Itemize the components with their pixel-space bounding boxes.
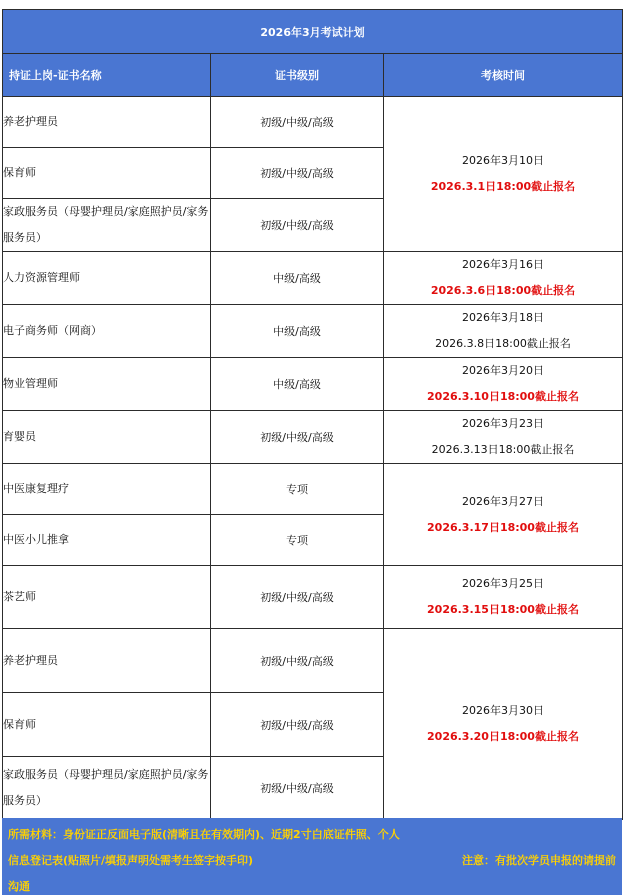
exam-date: 2026年3月20日 — [462, 364, 544, 377]
cert-name: 育婴员 — [3, 411, 211, 464]
exam-time-cell — [384, 97, 623, 252]
deadline-text: 2026.3.6日18:00截止报名 — [430, 284, 576, 297]
exam-date: 2026年3月25日 — [462, 577, 544, 590]
table-row — [3, 252, 623, 305]
table-row — [3, 464, 623, 515]
materials-line-2: 信息登记表(贴照片/填报声明处需考生签字按手印) — [8, 854, 254, 867]
cert-name: 养老护理员 — [3, 629, 211, 693]
cert-level: 中级/高级 — [211, 305, 384, 358]
table-row — [3, 97, 623, 148]
exam-date: 2026年3月23日 — [462, 417, 544, 430]
table-row — [3, 566, 623, 629]
title-row — [3, 10, 623, 54]
cert-level: 中级/高级 — [211, 358, 384, 411]
col-header-name: 持证上岗-证书名称 — [3, 54, 211, 97]
exam-date: 2026年3月18日 — [462, 311, 544, 324]
cert-level: 专项 — [211, 515, 384, 566]
col-header-time: 考核时间 — [384, 54, 623, 97]
col-header-level: 证书级别 — [211, 54, 384, 97]
cert-level: 初级/中级/高级 — [211, 757, 384, 820]
deadline-text: 2026.3.10日18:00截止报名 — [427, 390, 579, 403]
deadline-text: 2026.3.17日18:00截止报名 — [427, 520, 579, 534]
exam-time-cell — [384, 629, 623, 820]
exam-plan-table — [2, 9, 623, 820]
cert-name: 物业管理师 — [3, 358, 211, 411]
cert-name: 中医小儿推拿 — [3, 515, 211, 566]
cert-level: 初级/中级/高级 — [211, 148, 384, 199]
deadline-text: 2026.3.8日18:00截止报名 — [435, 337, 571, 350]
cert-level: 初级/中级/高级 — [211, 97, 384, 148]
deadline-text: 2026.3.13日18:00截止报名 — [431, 443, 575, 456]
exam-time-cell — [384, 411, 623, 464]
exam-date: 2026年3月16日 — [462, 258, 544, 271]
cert-name: 保育师 — [3, 693, 211, 757]
cert-level: 初级/中级/高级 — [211, 566, 384, 629]
cert-level: 初级/中级/高级 — [211, 629, 384, 693]
cert-name: 茶艺师 — [3, 566, 211, 629]
cert-level: 初级/中级/高级 — [211, 411, 384, 464]
materials-line-3: 沟通 — [8, 880, 30, 893]
table-row — [3, 358, 623, 411]
cert-level: 初级/中级/高级 — [211, 199, 384, 252]
cert-level: 中级/高级 — [211, 252, 384, 305]
deadline-text: 2026.3.20日18:00截止报名 — [427, 730, 579, 743]
materials-footer — [2, 818, 622, 895]
cert-name: 人力资源管理师 — [3, 252, 211, 305]
table-row — [3, 411, 623, 464]
exam-date: 2026年3月10日 — [462, 154, 544, 167]
deadline-text: 2026.3.15日18:00截止报名 — [427, 603, 579, 616]
cert-name: 家政服务员（母婴护理员/家庭照护员/家务服务员） — [3, 757, 211, 820]
cert-name: 保育师 — [3, 148, 211, 199]
materials-line-1: 所需材料：身份证正反面电子版(清晰且在有效期内)、近期2寸白底证件照、个人 — [8, 828, 400, 841]
cert-name: 中医康复理疗 — [3, 464, 211, 515]
table-row — [3, 629, 623, 693]
header-row — [3, 54, 623, 97]
exam-date: 2026年3月27日 — [462, 494, 544, 508]
exam-time-cell — [384, 566, 623, 629]
deadline-text: 2026.3.1日18:00截止报名 — [430, 180, 576, 193]
batch-note: 注意：有批次学员申报的请提前 — [462, 854, 616, 867]
table-title: 2026年3月考试计划 — [3, 10, 623, 54]
exam-time-cell — [384, 252, 623, 305]
exam-time-cell — [384, 464, 623, 566]
cert-level: 专项 — [211, 464, 384, 515]
exam-date: 2026年3月30日 — [462, 704, 544, 717]
table-row — [3, 305, 623, 358]
exam-time-cell — [384, 305, 623, 358]
cert-name: 养老护理员 — [3, 97, 211, 148]
cert-level: 初级/中级/高级 — [211, 693, 384, 757]
cert-name: 电子商务师（网商） — [3, 305, 211, 358]
exam-time-cell — [384, 358, 623, 411]
cert-name: 家政服务员（母婴护理员/家庭照护员/家务服务员） — [3, 199, 211, 252]
